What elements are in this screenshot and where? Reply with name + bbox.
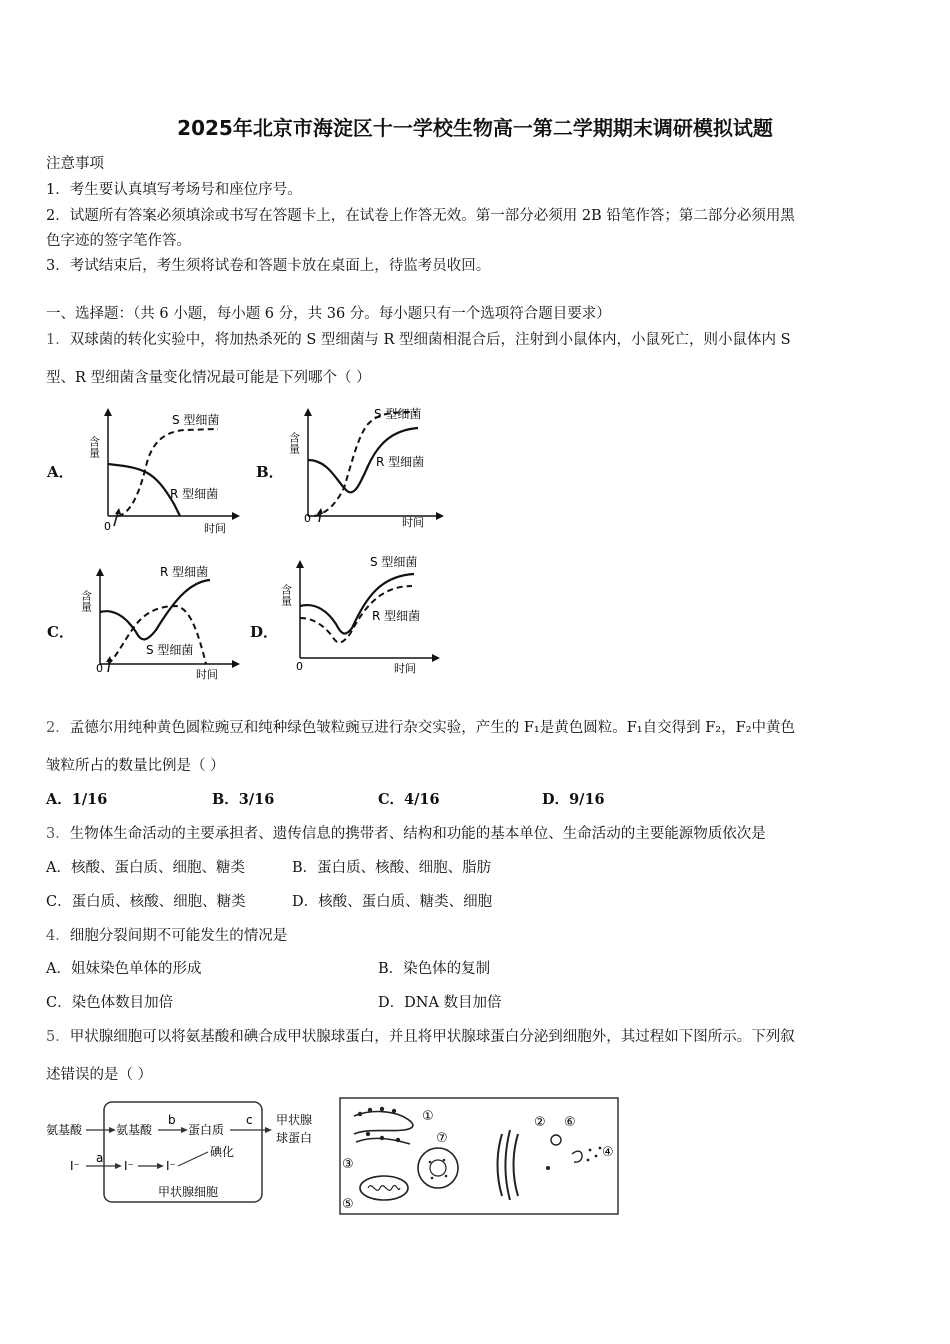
q5-line1 <box>46 1025 795 1046</box>
q3-option-c: C．蛋白质、核酸、细胞、糖类 <box>46 894 246 910</box>
q1-text: 双球菌的转化实验中，将加热杀死的 S 型细菌与 R 型细菌相混合后，注射到小鼠体内，小鼠死亡，则小鼠体内 S <box>69 332 791 348</box>
q2-option-a: A．1/16 <box>46 791 108 808</box>
q5-number: 5． <box>46 1029 70 1045</box>
q1-number: 1． <box>46 332 70 348</box>
q2-option-d: D．9/16 <box>542 791 605 808</box>
flow-product-line1: 甲状腺 <box>276 1113 313 1127</box>
q2-line2: 皱粒所占的数量比例是（ ） <box>46 758 225 774</box>
graph-d-origin: 0 <box>296 660 303 673</box>
flow-cell-label: 甲状腺细胞 <box>158 1185 219 1199</box>
q2-option-b: B．3/16 <box>212 791 275 808</box>
cell-marker-1: ① <box>422 1109 434 1124</box>
q4-option-b: B．染色体的复制 <box>378 961 491 977</box>
q1-option-b-label: B． <box>256 463 284 481</box>
cell-marker-3: ③ <box>342 1157 354 1172</box>
flow-step-c: c <box>246 1113 253 1127</box>
notice-item-3: 3．考试结束后，考生须将试卷和答题卡放在桌面上，待监考员收回。 <box>46 258 491 274</box>
q3-line <box>46 822 766 843</box>
q3-number: 3． <box>46 826 70 842</box>
graph-d-ylabel: 含量 <box>280 584 293 606</box>
flow-iodide-outside: I⁻ <box>70 1159 80 1173</box>
graph-a-r-label: R 型细菌 <box>170 487 219 501</box>
flow-iodide-active: I⁻ <box>166 1159 176 1173</box>
q5-cell-diagram <box>338 1094 620 1218</box>
graph-a-s-label: S 型细菌 <box>172 413 220 427</box>
q4-option-a: A．姐妹染色单体的形成 <box>46 961 202 977</box>
notice-item-2: 2．试题所有答案必须填涂或书写在答题卡上，在试卷上作答无效。第一部分必须用 2B 铅笔作答；第二部分必须用黑 <box>46 208 795 224</box>
flow-iodide-inside: I⁻ <box>124 1159 134 1173</box>
cell-marker-7: ⑦ <box>436 1131 448 1146</box>
section-heading: 一、选择题：（共 6 小题，每小题 6 分，共 36 分。每小题只有一个选项符合题目要求） <box>46 306 611 322</box>
page-title: 2025年北京市海淀区十一学校生物高一第二学期期末调研模拟试题 <box>177 116 773 140</box>
graph-c-xlabel: 时间 <box>196 668 218 681</box>
graph-b <box>288 404 448 536</box>
graph-c-ylabel: 含量 <box>80 590 93 612</box>
notice-item-1: 1．考生要认真填写考场号和座位序号。 <box>46 182 302 198</box>
q1-option-c-label: C． <box>47 623 74 641</box>
notice-item-2-cont: 色字迹的签字笔作答。 <box>46 233 191 249</box>
graph-c-r-label: R 型细菌 <box>160 565 209 579</box>
q1-option-a-label: A． <box>47 463 74 481</box>
q1-line2: 型、R 型细菌含量变化情况最可能是下列哪个（ ） <box>46 370 371 386</box>
graph-a <box>84 404 244 536</box>
q4-number: 4． <box>46 928 70 944</box>
cell-marker-4: ④ <box>602 1145 614 1160</box>
q4-line <box>46 924 287 945</box>
q3-option-d: D．核酸、蛋白质、糖类、细胞 <box>292 894 493 910</box>
flow-step-a: a <box>96 1151 104 1165</box>
graph-d-s-label: S 型细菌 <box>370 555 418 569</box>
graph-a-origin: 0 <box>104 520 111 533</box>
notice-heading: 注意事项 <box>46 156 104 172</box>
q1-option-d-label: D． <box>250 623 279 641</box>
q4-option-d: D．DNA 数目加倍 <box>378 995 502 1011</box>
q5-text: 甲状腺细胞可以将氨基酸和碘合成甲状腺球蛋白，并且将甲状腺球蛋白分泌到细胞外，其过程如下图所示。下列叙 <box>69 1029 795 1045</box>
cell-marker-2: ② <box>534 1115 546 1130</box>
cell-marker-6: ⑥ <box>564 1115 576 1130</box>
flow-iodination: 碘化 <box>210 1145 235 1159</box>
q3-text: 生物体生命活动的主要承担者、遗传信息的携带者、结构和功能的基本单位、生命活动的主要能源物质依次是 <box>69 826 766 842</box>
q2-line1 <box>46 716 795 737</box>
q3-option-b: B．蛋白质、核酸、细胞、脂肪 <box>292 860 492 876</box>
q1-line1 <box>46 328 791 349</box>
graph-c-origin: 0 <box>96 662 103 675</box>
flow-amino-acid-outside: 氨基酸 <box>46 1123 83 1137</box>
flow-amino-acid-inside: 氨基酸 <box>116 1123 153 1137</box>
flow-product-line2: 球蛋白 <box>276 1131 313 1145</box>
graph-c-s-label: S 型细菌 <box>146 643 194 657</box>
q4-text: 细胞分裂间期不可能发生的情况是 <box>69 928 288 944</box>
cell-marker-5: ⑤ <box>342 1197 354 1212</box>
graph-b-ylabel: 含量 <box>288 432 301 454</box>
q2-number: 2． <box>46 720 70 736</box>
q5-line2: 述错误的是（ ） <box>46 1067 153 1083</box>
graph-a-xlabel: 时间 <box>204 522 226 535</box>
q2-text: 孟德尔用纯种黄色圆粒豌豆和纯种绿色皱粒豌豆进行杂交实验，产生的 F₁是黄色圆粒。F₁自交得到 F₂，F₂中黄色 <box>69 720 795 736</box>
graph-d-r-label: R 型细菌 <box>372 609 421 623</box>
q3-option-a: A．核酸、蛋白质、细胞、糖类 <box>46 860 245 876</box>
q2-option-c: C．4/16 <box>378 791 440 808</box>
flow-protein: 蛋白质 <box>188 1123 225 1137</box>
flow-step-b: b <box>168 1113 176 1127</box>
graph-c <box>80 560 245 686</box>
q4-option-c: C．染色体数目加倍 <box>46 995 174 1011</box>
q5-flow-diagram <box>42 1094 328 1212</box>
graph-b-xlabel: 时间 <box>402 516 424 529</box>
graph-d-xlabel: 时间 <box>394 662 416 675</box>
graph-b-s-label: S 型细菌 <box>374 407 422 421</box>
graph-b-r-label: R 型细菌 <box>376 455 425 469</box>
graph-d <box>280 552 445 680</box>
graph-b-origin: 0 <box>304 512 311 525</box>
graph-a-ylabel: 含量 <box>87 436 101 458</box>
